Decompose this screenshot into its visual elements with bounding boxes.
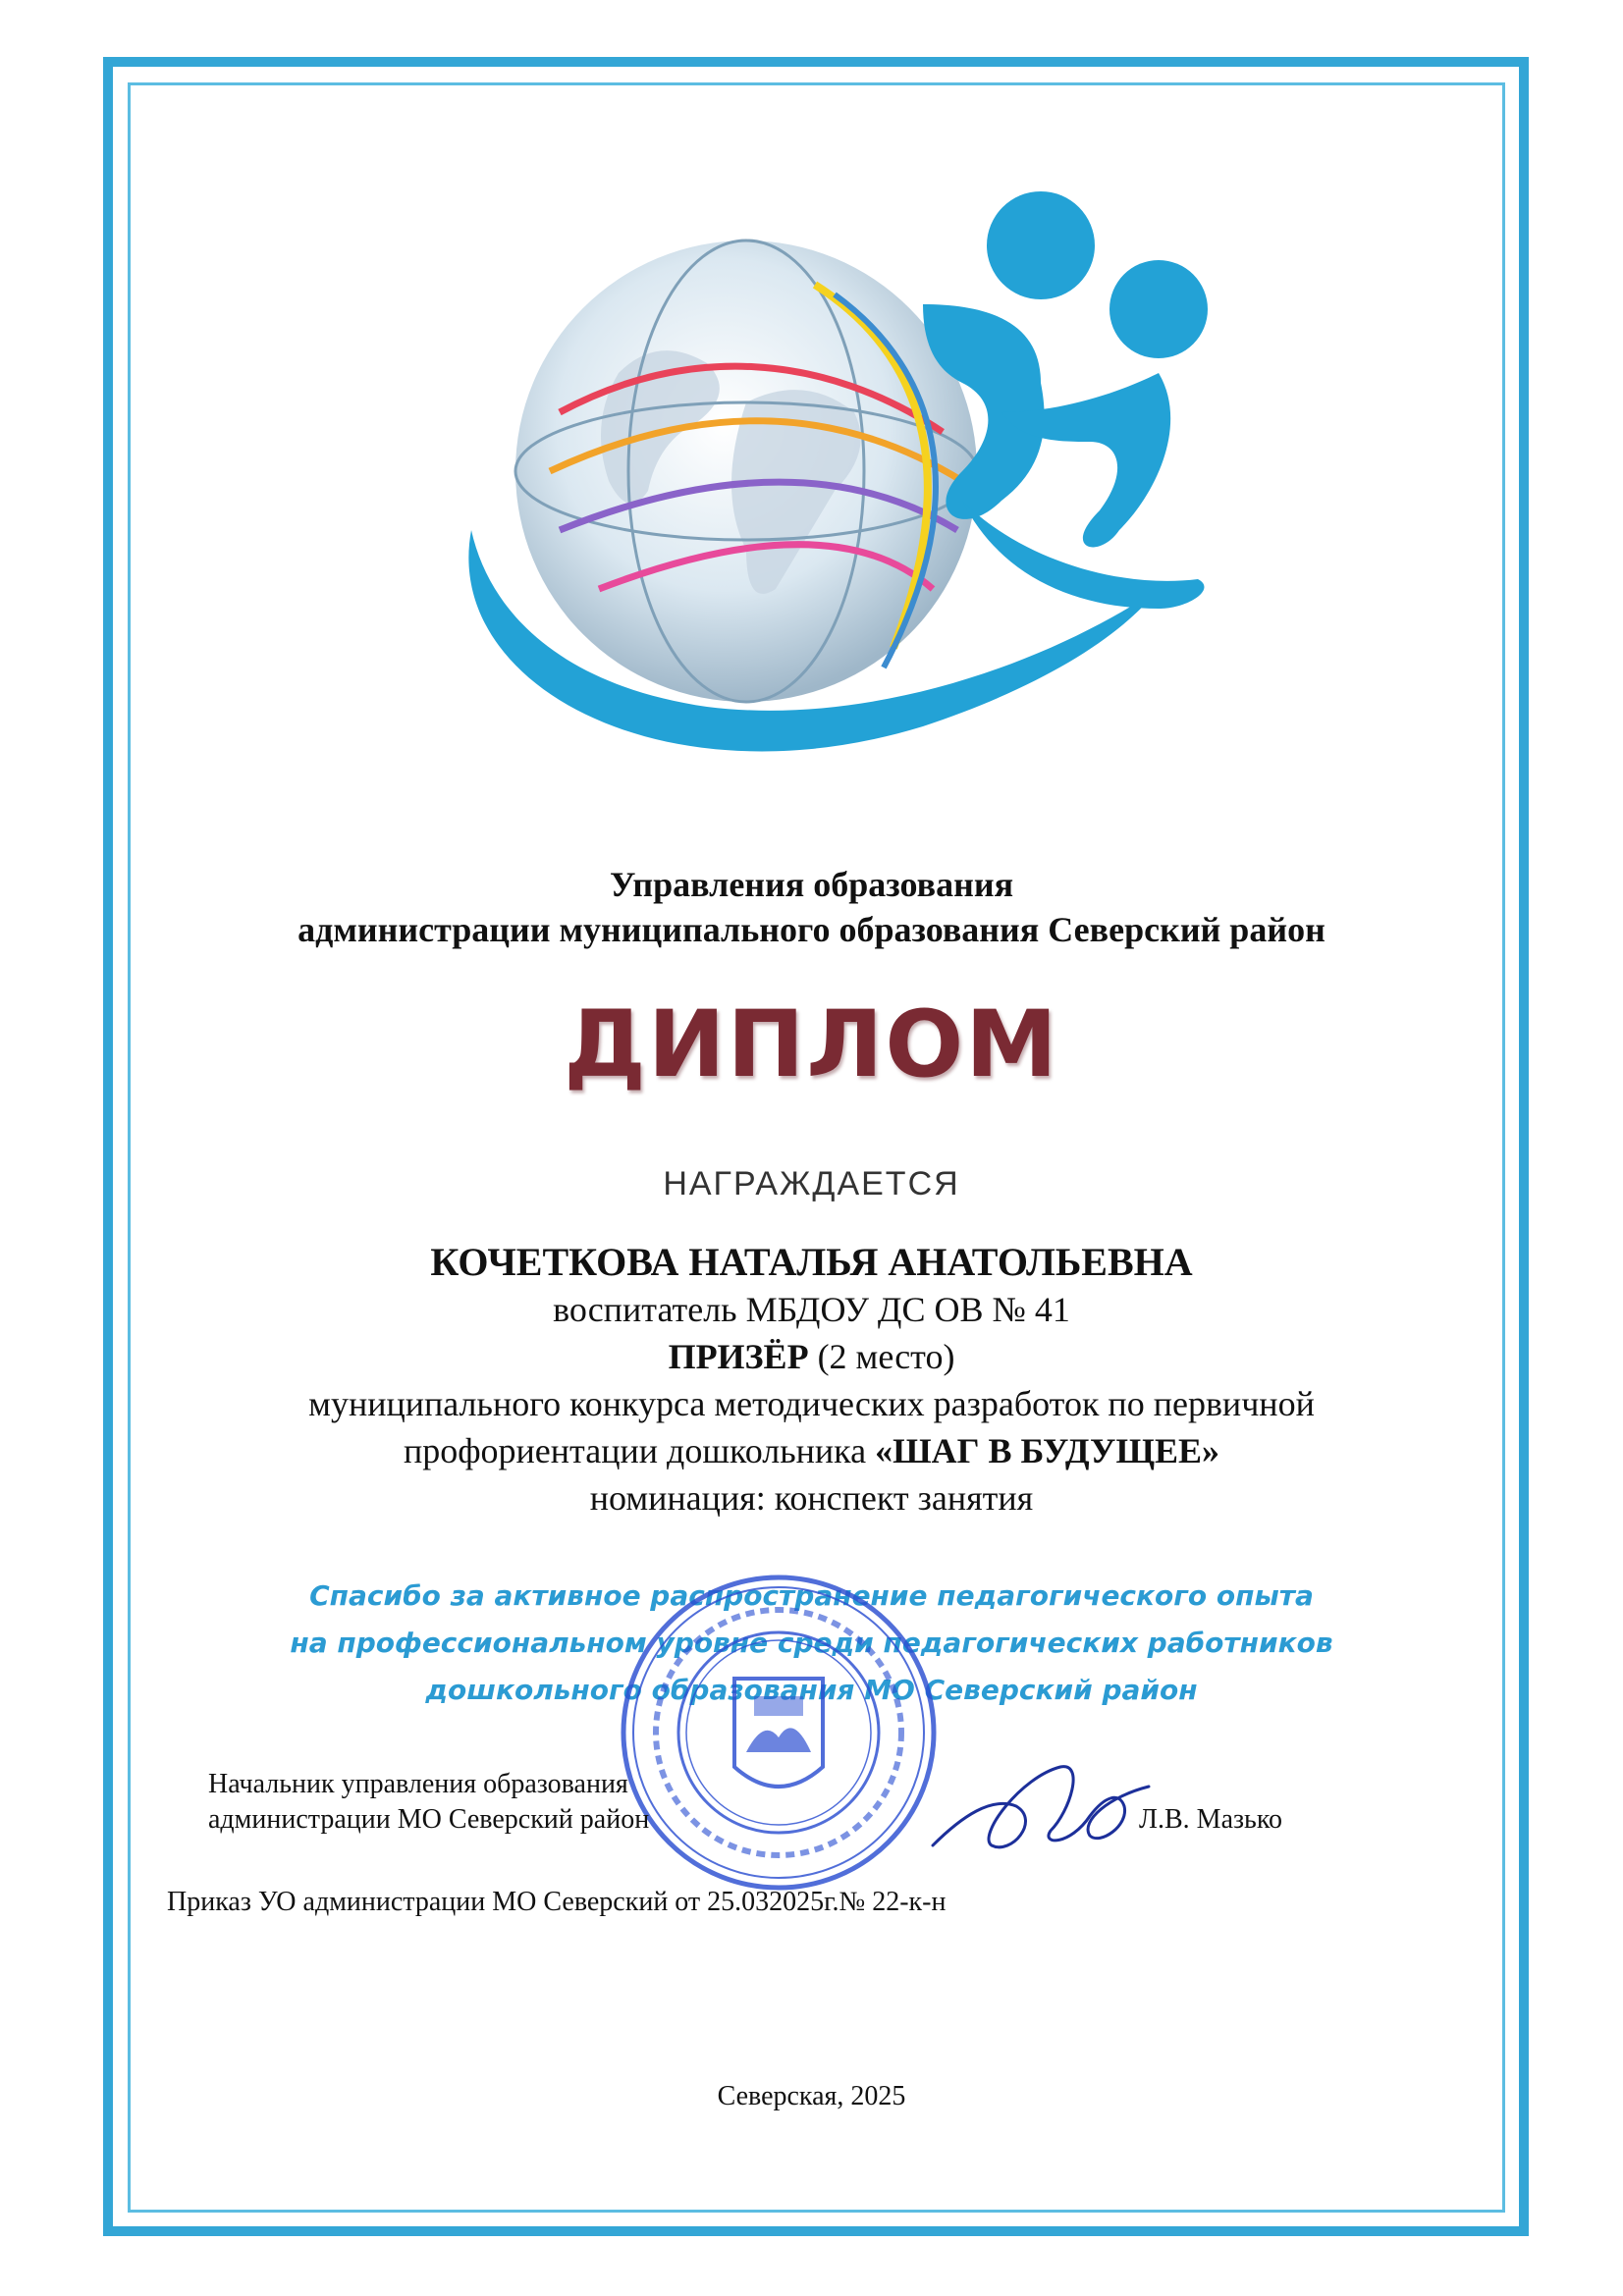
diploma-title: ДИПЛОМ <box>564 991 1059 1098</box>
official-round-seal-icon <box>617 1571 941 1895</box>
recipient-position: воспитатель МБДОУ ДС ОВ № 41 <box>553 1290 1070 1329</box>
signatory-title-line-1: Начальник управления образования <box>208 1769 628 1799</box>
signatory-name: Л.В. Мазько <box>1139 1804 1283 1835</box>
city-year: Северская, 2025 <box>717 2081 906 2111</box>
nomination: номинация: конспект занятия <box>589 1478 1034 1518</box>
contest-line-2 <box>196 1427 1427 1474</box>
recipient-name: КОЧЕТКОВА НАТАЛЬЯ АНАТОЛЬЕВНА <box>430 1240 1193 1284</box>
thanks-line-2: на профессиональном уровне среди педагогических работников <box>290 1627 1333 1659</box>
prize-place: (2 место) <box>817 1337 955 1376</box>
order-reference: Приказ УО администрации МО Северский от 25.032025г.№ 22-к-н <box>167 1887 947 1917</box>
org-line-1: Управления образования <box>609 865 1014 904</box>
contest-name: «ШАГ В БУДУЩЕЕ» <box>875 1431 1220 1470</box>
contest-line-2-text: профориентации дошкольника <box>403 1431 867 1470</box>
handwritten-signature-icon <box>923 1737 1159 1875</box>
thanks-line-3: дошкольного образования МО Северский район <box>425 1674 1198 1706</box>
org-line-2: администрации муниципального образования Северский район <box>298 910 1325 949</box>
signatory-title <box>208 1767 649 1838</box>
prize-line <box>196 1333 1427 1380</box>
signatory-title-line-2: администрации МО Северский район <box>208 1804 650 1835</box>
globe-with-running-figures-logo-icon <box>412 177 1257 805</box>
thanks-line-1: Спасибо за активное распространение педагогического опыта <box>309 1579 1314 1612</box>
recipient-block <box>196 1239 1427 1522</box>
awarded-label: НАГРАЖДАЕТСЯ <box>663 1165 960 1202</box>
organization-header <box>196 862 1427 952</box>
prize-label: ПРИЗЁР <box>668 1337 809 1376</box>
contest-line-1: муниципального конкурса методических разработок по первичной <box>308 1384 1315 1423</box>
